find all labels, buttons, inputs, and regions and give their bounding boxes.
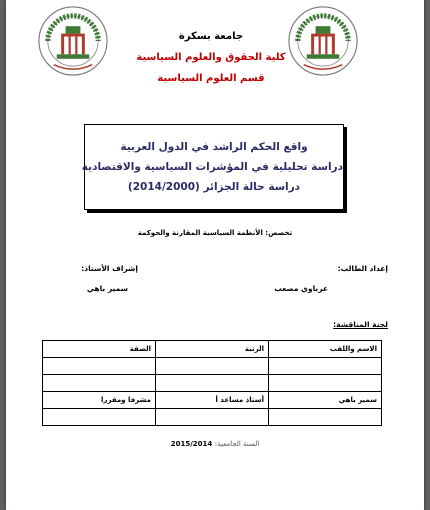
committee-table [42, 340, 382, 426]
column-header-rank: الرتبة [156, 341, 269, 358]
supervisor-name: سمير باهي [86, 284, 128, 293]
cell-role [43, 409, 156, 426]
department-name: قسم العلوم السياسية [157, 73, 265, 84]
student-name: عرباوي مصعب [274, 284, 328, 293]
table-row [43, 392, 382, 409]
university-seal-icon [286, 4, 360, 78]
faculty-name: كلية الحقوق والعلوم السياسية [136, 52, 286, 63]
thesis-title-line-2: دراسة تحليلية في المؤشرات السياسية والاقتصادية [81, 161, 343, 173]
thesis-title-line-1: واقع الحكم الراشد في الدول العربية [120, 141, 308, 153]
cell-role [43, 375, 156, 392]
table-row [43, 409, 382, 426]
cell-name [269, 358, 382, 375]
academic-year-label: السنة الجامعية: [214, 440, 260, 448]
cell-name: سمير باهي [269, 392, 382, 409]
thesis-title-box [81, 124, 344, 210]
academic-year [6, 440, 424, 448]
cell-name [269, 375, 382, 392]
university-name: جامعة بسكرة [178, 31, 244, 42]
university-logo-left [36, 4, 110, 78]
cell-role [43, 358, 156, 375]
university-seal-icon [36, 4, 110, 78]
cell-name [269, 409, 382, 426]
thesis-title-line-3: دراسة حالة الجزائر (2014/2000) [127, 181, 301, 193]
committee-label: لجنة المناقشة: [333, 320, 388, 329]
table-header-row [43, 341, 382, 358]
specialization: تخصص: الأنظمة السياسية المقارنة والحوكمة [137, 229, 293, 237]
document-page [6, 0, 424, 510]
university-header [136, 26, 286, 89]
cell-rank [156, 375, 269, 392]
table-row [43, 358, 382, 375]
cell-rank [156, 358, 269, 375]
cell-rank: أستاذ مساعد أ [156, 392, 269, 409]
academic-year-value: 2015/2014 [170, 440, 213, 448]
supervisor-label: إشراف الأستاذ: [81, 264, 138, 273]
university-logo-right [286, 4, 360, 78]
cell-role: مشرفا ومقررا [43, 392, 156, 409]
cell-rank [156, 409, 269, 426]
column-header-role: الصفة [43, 341, 156, 358]
student-label: إعداد الطالب: [337, 264, 388, 273]
table-row [43, 375, 382, 392]
column-header-name: الاسم واللقب [269, 341, 382, 358]
